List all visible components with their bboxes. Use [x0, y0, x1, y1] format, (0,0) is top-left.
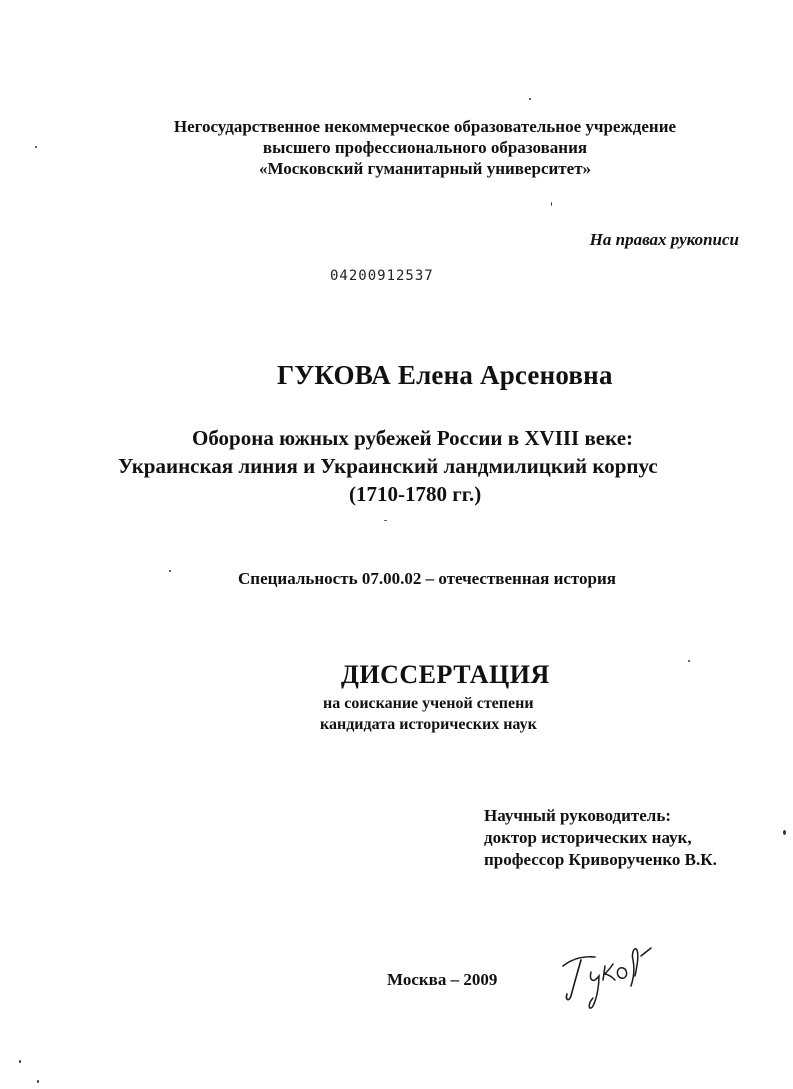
advisor-degree: доктор исторических наук,: [484, 828, 692, 847]
manuscript-note: На правах рукописи: [589, 230, 739, 249]
scan-speck: [529, 98, 531, 100]
thesis-title-line-2: Украинская линия и Украинский ландмилицкий корпус: [118, 454, 658, 478]
thesis-title-line-1: Оборона южных рубежей России в XVIII веке:: [192, 426, 634, 450]
degree-line-2: кандидата исторических наук: [320, 716, 537, 733]
place-and-year: Москва – 2009: [387, 970, 498, 989]
institution-line-3: «Московский гуманитарный университет»: [258, 159, 592, 178]
degree-line-1: на соискание ученой степени: [323, 695, 534, 712]
advisor-label: Научный руководитель:: [484, 806, 671, 825]
scan-speck: [783, 830, 786, 835]
scan-speck: [688, 660, 690, 662]
registration-number: 04200912537: [330, 268, 434, 284]
scan-speck: [37, 1080, 39, 1083]
scan-speck: [35, 146, 37, 148]
scan-speck: [169, 570, 171, 572]
author-name: ГУКОВА Елена Арсеновна: [277, 360, 613, 390]
thesis-title-line-3: (1710-1780 гг.): [349, 482, 482, 506]
institution-line-2: высшего профессионального образования: [262, 138, 588, 157]
dissertation-heading: ДИССЕРТАЦИЯ: [341, 660, 550, 689]
scan-speck: [19, 1060, 21, 1063]
institution-block: [0, 116, 793, 179]
specialty-line: Специальность 07.00.02 – отечественная история: [238, 569, 616, 588]
institution-line-1: Негосударственное некоммерческое образовательное учреждение: [173, 117, 677, 136]
handwritten-signature: [555, 936, 665, 1016]
advisor-name: профессор Криворученко В.К.: [484, 850, 717, 869]
scan-speck: [384, 520, 387, 521]
scan-speck: [551, 202, 552, 206]
